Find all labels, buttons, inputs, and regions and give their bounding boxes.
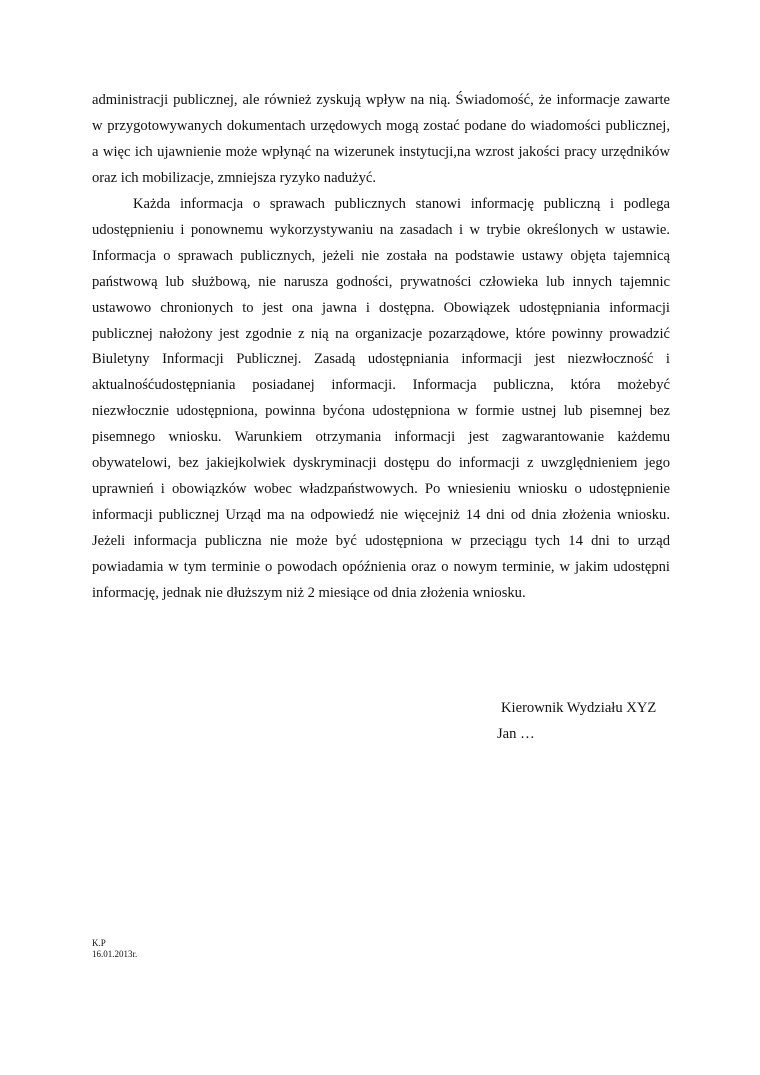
- footer-initials: K.P: [92, 938, 106, 948]
- signature-name: Jan …: [497, 726, 535, 742]
- paragraph-public-information: Każda informacja o sprawach publicznych stanowi informację publiczną i podlega udostępnieniu i ponownemu wykorzystywaniu na zasadach i w trybie określonych w ustawie. Informacja o sprawach publicznych, jeżeli nie została na podstawie ustawy objęta tajemnicą państwową lub służbową, nie narusza godności, prywatności człowieka lub innych tajemnic ustawowo chronionych to jest ona jawna i dostępna. Obowiązek udostępniania informacji publicznej nałożony jest zgodnie z nią na organizacje pozarządowe, które powinny prowadzić Biuletyny Informacji Publicznej. Zasadą udostępniania informacji jest niezwłoczność i aktualnośćudostępniania posiadanej informacji. Informacja publiczna, która możebyć niezwłocznie udostępniona, powinna byćona udostępniona w formie ustnej lub pisemnej bez pisemnego wniosku. Warunkiem otrzymania informacji jest zagwarantowanie każdemu obywatelowi, bez jakiejkolwiek dyskryminacji dostępu do informacji z uwzględnieniem jego uprawnień i obowiązków wobec władzpaństwowych. Po wniesieniu wniosku o udostępnienie informacji publicznej Urząd ma na odpowiedź nie więcejniż 14 dni od dnia złożenia wniosku. Jeżeli informacja publiczna nie może być udostępniona w przeciągu tych 14 dni to urząd powiadamia w tym terminie o powodach opóźnienia oraz o nowym terminie, w jakim udostępni informację, jednak nie dłuższym niż 2 miesiące od dnia złożenia wniosku.: [92, 196, 670, 601]
- footer-date: 16.01.2013r.: [92, 949, 138, 959]
- paragraph-continuation: administracji publicznej, ale również zyskują wpływ na nią. Świadomość, że informacje zawarte w przygotowywanych dokumentach urzędowych mogą zostać podane do wiadomości publicznej, a więc ich ujawnienie może wpłynąć na wizerunek instytucji,na wzrost jakości pracy urzędników oraz ich mobilizacje, zmniejsza ryzyko nadużyć.: [92, 92, 670, 186]
- signature-title: Kierownik Wydziału XYZ: [501, 700, 657, 716]
